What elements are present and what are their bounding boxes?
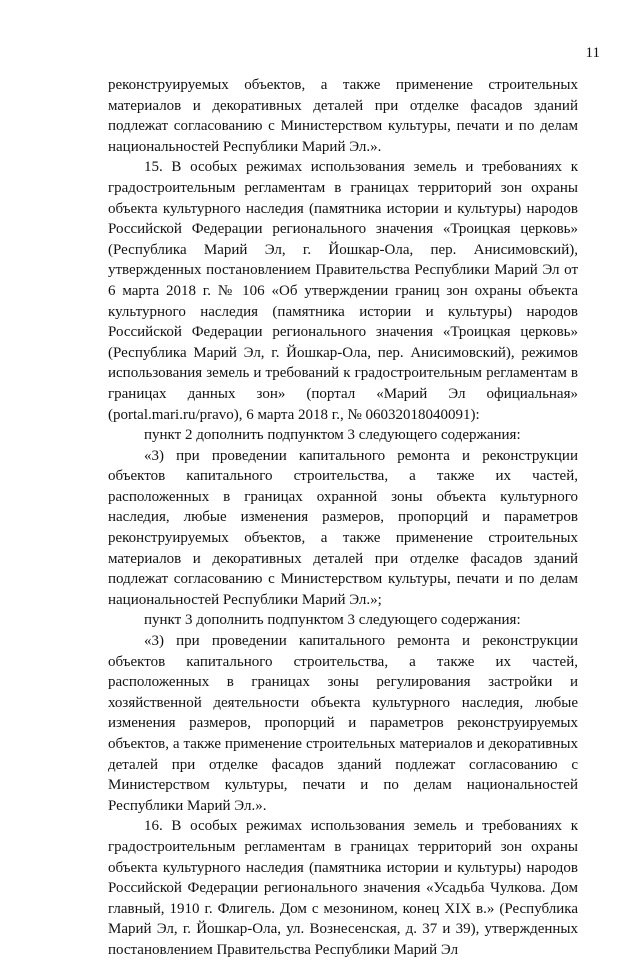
paragraph-item-16: 16. В особых режимах использования земель и требованиях к градостроительным регламентам в границах территорий зон охраны объекта культурного наследия (памятника истории и культуры) народов Российской Федерации регионального значения «Усадьба Чулкова. Дом главный, 1910 г. Флигель. Дом с мезонином, конец XIX в.» (Республика Марий Эл, г. Йошкар-Ола, ул. Вознесенская, д. 37 и 39), утвержденных постановлением Правительства Республики Марий Эл xyxy=(108,818,578,958)
paragraph-item-15: 15. В особых режимах использования земель и требованиях к градостроительным регламентам в границах территорий зон охраны объекта культурного наследия (памятника истории и культуры) народов Российской Федерации регионального значения «Троицкая церковь» (Республика Марий Эл, г. Йошкар-Ола, пер. Анисимовский), утвержденных постановлением Правительства Республики Марий Эл от 6 марта 2018 г. № 106 «Об утверждении границ зон охраны объекта культурного наследия (памятника истории и культуры) народов Российской Федерации регионального значения «Троицкая церковь» (Республика Марий Эл, г. Йошкар-Ола, пер. Анисимовский), режимов использования земель и требований к градостроительным регламентам в границах данных зон» (портал «Марий Эл официальная» (portal.mari.ru/pravo), 6 марта 2018 г., № 06032018040091): xyxy=(108,159,578,423)
paragraph-subpoint-3-b: «3) при проведении капитального ремонта и реконструкции объектов капитального строительства, а также их частей, расположенных в границах зоны регулирования застройки и хозяйственной деятельности объекта культурного наследия, любые изменения размеров, пропорций и параметров реконструируемых объектов, а также применение строительных материалов и декоративных деталей при отделке фасадов зданий подлежат согласованию с Министерством культуры, печати и по делам национальностей Республики Марий Эл.». xyxy=(108,633,578,814)
document-body xyxy=(108,75,578,961)
paragraph-point-3: пункт 3 дополнить подпунктом 3 следующего содержания: xyxy=(144,612,521,629)
paragraph-continuation: реконструируемых объектов, а также применение строительных материалов и декоративных деталей при отделке фасадов зданий подлежат согласованию с Министерством культуры, печати и по делам национальностей Республики Марий Эл.». xyxy=(108,77,578,155)
page-number: 11 xyxy=(585,45,600,61)
paragraph-point-2: пункт 2 дополнить подпунктом 3 следующего содержания: xyxy=(144,427,521,444)
paragraph-subpoint-3-a: «3) при проведении капитального ремонта и реконструкции объектов капитального строительства, а также их частей, расположенных в границах охранной зоны объекта культурного наследия, любые изменения размеров, пропорций и параметров реконструируемых объектов, а также применение строительных материалов и декоративных деталей при отделке фасадов зданий подлежат согласованию с Министерством культуры, печати и по делам национальностей Республики Марий Эл.»; xyxy=(108,447,578,608)
